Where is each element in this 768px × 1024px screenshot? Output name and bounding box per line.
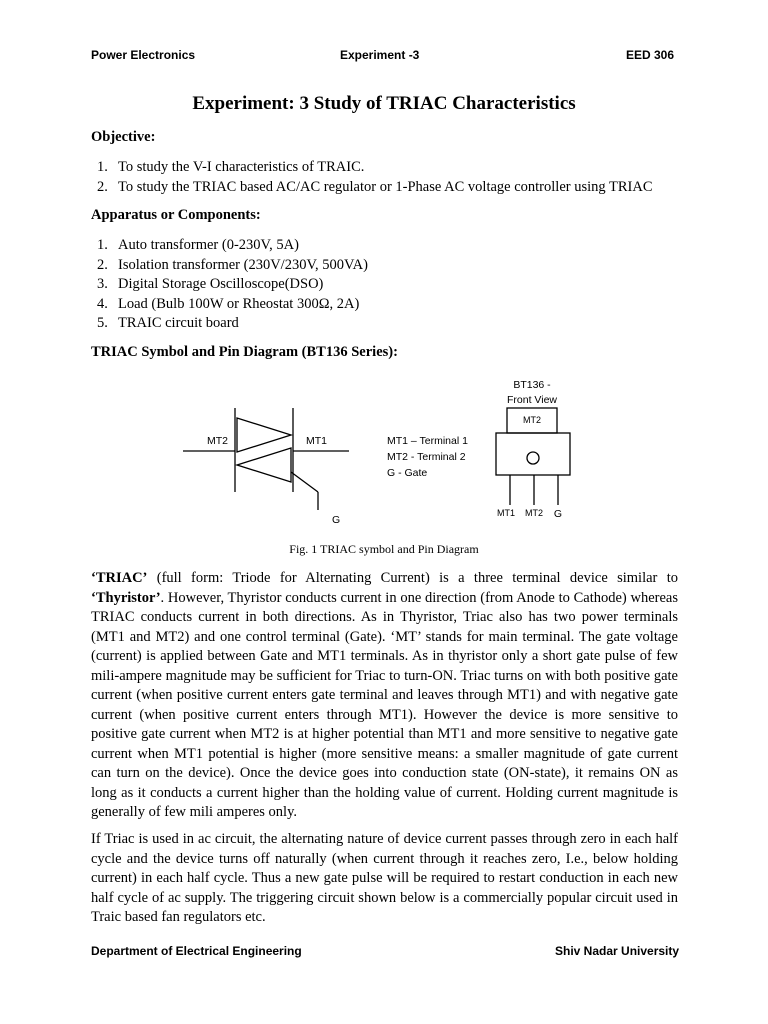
pin-label-mt1: MT1 — [497, 508, 515, 518]
legend-line: MT1 – Terminal 1 — [387, 435, 468, 447]
list-item: 2. To study the TRIAC based AC/AC regulator or 1-Phase AC voltage controller using TRIAC — [97, 178, 653, 195]
symbol-mt1-label: MT1 — [306, 435, 327, 447]
list-item: 1. Auto transformer (0-230V, 5A) — [97, 237, 299, 253]
footer-left: Department of Electrical Engineering — [91, 944, 302, 958]
symbol-heading: TRIAC Symbol and Pin Diagram (BT136 Series): — [91, 344, 398, 360]
objective-heading: Objective: — [91, 129, 156, 145]
package-subtitle: Front View — [507, 394, 557, 406]
term-thyristor: ‘Thyristor’ — [91, 589, 161, 606]
list-item: 3. Digital Storage Oscilloscope(DSO) — [97, 276, 324, 292]
list-item: 5. TRAIC circuit board — [97, 315, 239, 331]
header-center: Experiment -3 — [340, 48, 420, 62]
package-title: BT136 - — [513, 379, 551, 391]
apparatus-list — [91, 236, 368, 334]
header-left: Power Electronics — [91, 48, 196, 62]
list-item: 1. To study the V-I characteristics of TRAIC. — [97, 159, 365, 175]
page-title: Experiment: 3 Study of TRIAC Characteristics — [192, 93, 576, 114]
term-triac: ‘TRIAC’ — [91, 570, 148, 586]
triac-symbol — [183, 408, 349, 510]
symbol-mt2-label: MT2 — [207, 435, 228, 447]
legend-line: MT2 - Terminal 2 — [387, 451, 466, 463]
package-tab-label: MT2 — [523, 415, 541, 425]
pin-label-mt2: MT2 — [525, 508, 543, 518]
objective-list — [91, 158, 653, 197]
apparatus-heading: Apparatus or Components: — [91, 207, 261, 223]
header-right: EED 306 — [626, 48, 675, 62]
figure-caption: Fig. 1 TRIAC symbol and Pin Diagram — [289, 542, 479, 556]
legend-line: G - Gate — [387, 467, 428, 479]
paragraph-ac-circuit: If Triac is used in ac circuit, the alternating nature of device current passes through zero in each half cycle and the device turns off naturally (when current through it reaches zero, I.e., below holding current) in each half cycle. Thus a new gate pulse will be required to restart conduction in each new half cycle of ac supply. The triggering circuit shown below is a commercially popular circuit used in Traic based fan regulators etc. — [91, 831, 678, 925]
list-item: 4. Load (Bulb 100W or Rheostat 300Ω, 2A) — [97, 295, 360, 312]
paragraph-triac-intro: ‘TRIAC’ (full form: Triode for Alternating Current) is a three terminal device similar to ‘Thyristor’. However, Thyristor conducts current in one direction (from Anode to Cathode) whereas TRIAC conducts current in both directions. As in Thyristor, Triac also has two power terminals (MT1 and MT2) and one control terminal (Gate). ‘MT’ stands for main terminal. The gate voltage (current) is applied between Gate and MT1 terminals. As in thyristor only a short gate pulse of few mili-ampere magnitude may be sufficient for Triac to turn-ON. Triac turns on with both positive gate current (when positive current enters gate terminal and leaves through MT1) and with negative gate current (when positive current enters through MT1). However the device is more sensitive to positive gate current when MT2 is at higher potential than MT1 and more sensitive to negative gate current when MT1 potential is higher (more sensitive means: a smaller magnitude of gate current can turn on the device). Once the device goes into conduction state (ON-state), it remains ON as long as it conducts a current higher than the holding value of current. Holding current magnitude is generally of few mili amperes only. — [91, 570, 678, 820]
symbol-gate-label: G — [332, 514, 341, 526]
footer-right: Shiv Nadar University — [555, 944, 680, 958]
list-item: 2. Isolation transformer (230V/230V, 500VA) — [97, 256, 368, 273]
triac-diagram — [175, 370, 605, 530]
pin-label-gate: G — [553, 508, 563, 520]
